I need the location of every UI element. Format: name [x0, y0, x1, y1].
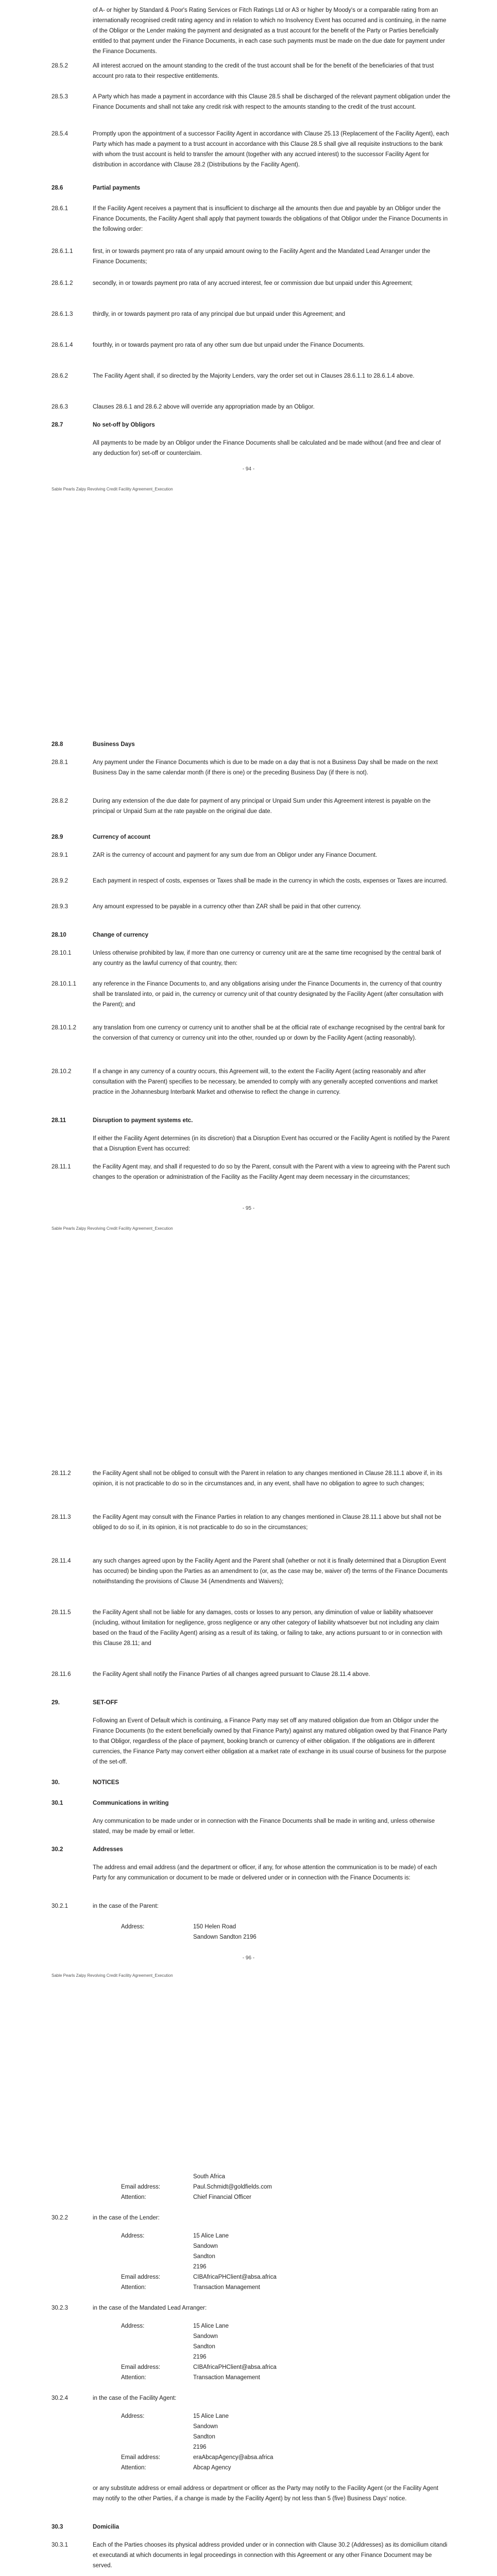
clause-number: 28.10.1: [52, 950, 72, 956]
address-label: Address:: [121, 2323, 145, 2329]
clause-number: 28.6.1.1: [52, 248, 73, 255]
clause-number: 28.9.1: [52, 852, 68, 858]
paragraph-continuation: of A- or higher by Standard & Poor's Rating Services or Fitch Ratings Ltd or A3 or higher by Moody's or a comparable rating from an internationally recognised credit rating agency and in relation to which no Insolvency Event has occurred and is continuing, in the name of the Obligor or the Lender making the payment and designated as a trust account for the benefit of the Party or Parties beneficially entitled to that payment under the Finance Documents, in each case such payments must be made on the due date for payment under the Finance Documents.: [93, 7, 447, 55]
address-value: Sandown: [193, 2243, 218, 2249]
address-label: Address:: [121, 1924, 145, 1930]
clause-text: any reference in the Finance Documents to, and any obligations arising under the Finance Documents in, the currency of that country shall be translated into, or paid in, the currency or currency unit of that country designated by the Facility Agent (after consultation with the Parent); and: [93, 981, 443, 1008]
page-number: - 96 -: [242, 1955, 255, 1961]
clause-text: the Facility Agent may consult with the Finance Parties in relation to any changes mentioned in Clause 28.11.1 above but shall not be obliged to do so if, in its opinion, it is not practicable to do so in the circumstances;: [93, 1514, 441, 1531]
clause-number: 28.6.1: [52, 206, 68, 212]
clause-number: 28.10.1.1: [52, 981, 76, 987]
address-value: 15 Alice Lane: [193, 2233, 229, 2239]
attention-label: Attention:: [121, 2375, 146, 2381]
clause-number: 28.6: [52, 185, 63, 191]
clause-heading: Disruption to payment systems etc.: [93, 1117, 193, 1124]
clause-text: the Facility Agent may, and shall if requested to do so by the Parent, consult with the Parent with a view to agreeing with the Parent such changes to the operation or administration of the Facility as the Facility Agent may deem necessary in the circumstances;: [93, 1164, 450, 1180]
clause-text: Clauses 28.6.1 and 28.6.2 above will override any appropriation made by an Obligor.: [93, 404, 315, 410]
clause-text: the Facility Agent shall not be obliged to consult with the Parent in relation to any changes mentioned in Clause 28.11.1 above if, in its opinion, it is not practicable to do so in the circumstances and, in any event, shall have no obligation to agree to such changes;: [93, 1470, 442, 1487]
clause-number: 28.11.2: [52, 1470, 71, 1477]
clause-number: 30.3: [52, 2524, 63, 2530]
clause-number: 28.9.2: [52, 878, 68, 884]
clause-number: 28.11.4: [52, 1558, 71, 1564]
clause-text: Any amount expressed to be payable in a currency other than ZAR shall be paid in that other currency.: [93, 904, 362, 910]
clause-number: 30.3.1: [52, 2542, 68, 2548]
clause-text: in the case of the Parent:: [93, 1903, 159, 1909]
clause-text: the Facility Agent shall notify the Finance Parties of all changes agreed pursuant to Clause 28.11.4 above.: [93, 1671, 370, 1677]
document-footer: Sable Pearls Zalpy Revolving Credit Facility Agreement_Execution: [52, 1973, 173, 1978]
page-97: [0, 2110, 497, 2576]
clause-number: 28.11.6: [52, 1671, 71, 1677]
clause-number: 28.5.2: [52, 63, 68, 69]
clause-number: 28.9.3: [52, 904, 68, 910]
clause-number: 30.2.4: [52, 2395, 68, 2401]
clause-number: 30.2.1: [52, 1903, 68, 1909]
address-value: 150 Helen Road: [193, 1924, 236, 1930]
clause-text: Any communication to be made under or in connection with the Finance Documents shall be made in writing and, unless otherwise stated, may be made by email or letter.: [93, 1818, 435, 1835]
clause-number: 28.8.2: [52, 798, 68, 804]
clause-heading: Domicilia: [93, 2524, 119, 2530]
clause-heading: Business Days: [93, 741, 135, 748]
address-value: 2196: [193, 2354, 207, 2360]
clause-text: first, in or towards payment pro rata of any unpaid amount owing to the Facility Agent and the Mandated Lead Arranger under the Finance Documents;: [93, 248, 431, 265]
clause-number: 28.10: [52, 932, 66, 938]
clause-number: 28.11.5: [52, 1609, 71, 1616]
email-label: Email address:: [121, 2274, 161, 2280]
address-value: 15 Alice Lane: [193, 2323, 229, 2329]
clause-number: 28.5.4: [52, 131, 68, 137]
clause-text: ZAR is the currency of account and payment for any sum due from an Obligor under any Finance Document.: [93, 852, 378, 858]
address-value: South Africa: [193, 2174, 226, 2180]
clause-text: The Facility Agent shall, if so directed by the Majority Lenders, vary the order set out in Clauses 28.6.1.1 to 28.6.1.4 above.: [93, 373, 415, 379]
clause-heading: Currency of account: [93, 834, 150, 840]
clause-number: 28.6.1.4: [52, 342, 73, 348]
clause-text: in the case of the Mandated Lead Arranger:: [93, 2305, 207, 2311]
clause-number: 30.1: [52, 1800, 63, 1806]
attention-label: Attention:: [121, 2284, 146, 2291]
clause-number: 28.11: [52, 1117, 66, 1124]
email-label: Email address:: [121, 2184, 161, 2190]
address-value: 2196: [193, 2264, 207, 2270]
clause-text: Each of the Parties chooses its physical address provided under or in connection with Clause 30.2 (Addresses) as its domicilium citandi et executandi at which documents in legal proceedings in connection with this Agreement or any other Finance Document may be served.: [93, 2542, 448, 2569]
clause-heading: No set-off by Obligors: [93, 422, 155, 428]
attention-label: Attention:: [121, 2194, 146, 2200]
clause-text: If the Facility Agent receives a payment that is insufficient to discharge all the amounts then due and payable by an Obligor under the Finance Documents, the Facility Agent shall apply that payment towards the obligations of that Obligor under the Finance Documents in the following order:: [93, 206, 448, 232]
clause-number: 30.2.3: [52, 2305, 68, 2311]
clause-text: If a change in any currency of a country occurs, this Agreement will, to the extent the Facility Agent (acting reasonably and after consultation with the Parent) specifies to be necessary, be amended to comply with any generally accepted conventions and market practice in the Johannesburg Interbank Market and otherwise to reflect the change in currency.: [93, 1069, 438, 1095]
clause-text: A Party which has made a payment in accordance with this Clause 28.5 shall be discharged of the relevant payment obligation under the Finance Documents and shall not take any credit risk with respect to the amounts standing to the credit of the trust account.: [93, 94, 451, 110]
clause-number: 28.6.3: [52, 404, 68, 410]
clause-text: any such changes agreed upon by the Facility Agent and the Parent shall (whether or not it is finally determined that a Disruption Event has occurred) be binding upon the Parties as an amendment to (or, as the case may be, waiver of) the terms of the Finance Documents notwithstanding the provisions of Clause 34 (Amendments and Waivers);: [93, 1558, 448, 1585]
clause-number: 28.8.1: [52, 759, 68, 766]
clause-text: thirdly, in or towards payment pro rata of any principal due but unpaid under this Agreement; and: [93, 311, 346, 317]
clause-text: the Facility Agent shall not be liable for any damages, costs or losses to any person, any diminution of value or liability whatsoever (including, without limitation for negligence, gross negligence or any other category of liability whatsoever but not including any claim based on the fraud of the Facility Agent) arising as a result of its taking, or failing to take, any actions pursuant to or in connection with this Clause 28.11; and: [93, 1609, 442, 1647]
clause-text: or any substitute address or email address or department or officer as the Party may notify to the Facility Agent (or the Facility Agent may notify to the other Parties, if a change is made by the Facility Agent) by not less than 5 (five) Business Days' notice.: [93, 2485, 438, 2502]
address-value: Sandown: [193, 2333, 218, 2340]
clause-number: 28.6.1.3: [52, 311, 73, 317]
clause-text: The address and email address (and the department or officer, if any, for whose attention the communication is to be made) of each Party for any communication or document to be made or delivered under or in connection with the Finance Documents is:: [93, 1865, 437, 1881]
address-value: Sandton: [193, 2344, 215, 2350]
clause-text: All payments to be made by an Obligor under the Finance Documents shall be calculated and be made without (and free and clear of any deduction for) set-off or counterclaim.: [93, 440, 441, 456]
clause-heading: Change of currency: [93, 932, 148, 938]
email-value: CIBAfricaPHClient@absa.africa: [193, 2364, 277, 2370]
address-value: 2196: [193, 2444, 207, 2450]
email-label: Email address:: [121, 2454, 161, 2461]
page-number: - 95 -: [242, 1206, 255, 1211]
clause-number: 28.5.3: [52, 94, 68, 100]
page-number: - 94 -: [242, 466, 255, 472]
clause-number: 30.2.2: [52, 2215, 68, 2221]
attention-value: Transaction Management: [193, 2375, 260, 2381]
clause-text: fourthly, in or towards payment pro rata of any other sum due but unpaid under the Finance Documents.: [93, 342, 365, 348]
address-label: Address:: [121, 2413, 145, 2419]
clause-number: 30.2: [52, 1846, 63, 1853]
document-footer: Sable Pearls Zalpy Revolving Credit Facility Agreement_Execution: [52, 1226, 173, 1231]
email-value: CIBAfricaPHClient@absa.africa: [193, 2274, 277, 2280]
clause-number: 28.6.1.2: [52, 280, 73, 286]
clause-heading: Addresses: [93, 1846, 123, 1853]
page-95: [0, 703, 497, 1406]
clause-heading: SET-OFF: [93, 1700, 118, 1706]
clause-text: Any payment under the Finance Documents which is due to be made on a day that is not a Business Day shall be made on the next Business Day in the same calendar month (if there is one) or the preceding Business Day (if there is not).: [93, 759, 438, 776]
email-value: eraAbcapAgency@absa.africa: [193, 2454, 273, 2461]
address-value: 15 Alice Lane: [193, 2413, 229, 2419]
clause-number: 28.7: [52, 422, 63, 428]
clause-text: Promptly upon the appointment of a successor Facility Agent in accordance with Clause 25.13 (Replacement of the Facility Agent), each Party which has made a payment to a trust account in accordance with this Clause 28.5 shall give all requisite instructions to the bank with whom the trust account is held to transfer the amount (together with any accrued interest) to the successor Facility Agent for distribution in accordance with Clause 28.2 (Distributions by the Facility Agent).: [93, 131, 449, 168]
attention-value: Chief Financial Officer: [193, 2194, 251, 2200]
page-94: [0, 0, 497, 703]
clause-number: 30.: [52, 1780, 60, 1786]
clause-text: secondly, in or towards payment pro rata of any accrued interest, fee or commission due but unpaid under this Agreement;: [93, 280, 413, 286]
clause-heading: Communications in writing: [93, 1800, 169, 1806]
clause-number: 29.: [52, 1700, 60, 1706]
email-value: Paul.Schmidt@goldfields.com: [193, 2184, 272, 2190]
clause-number: 28.6.2: [52, 373, 68, 379]
clause-text: Each payment in respect of costs, expenses or Taxes shall be made in the currency in which the costs, expenses or Taxes are incurred.: [93, 878, 448, 884]
address-value: Sandton: [193, 2434, 215, 2440]
clause-text: any translation from one currency or currency unit to another shall be at the official rate of exchange recognised by the central bank for the conversion of that currency or currency unit into the other, rounded up or down by the Facility Agent (acting reasonably).: [93, 1025, 445, 1041]
clause-text: in the case of the Lender:: [93, 2215, 160, 2221]
clause-number: 28.10.2: [52, 1069, 72, 1075]
address-label: Address:: [121, 2233, 145, 2239]
clause-text: Unless otherwise prohibited by law, if more than one currency or currency unit are at the same time recognised by the central bank of any country as the lawful currency of that country, then:: [93, 950, 441, 967]
clause-number: 28.10.1.2: [52, 1025, 76, 1031]
address-value: Sandown Sandton 2196: [193, 1934, 256, 1940]
clause-number: 28.11.3: [52, 1514, 71, 1520]
clause-text: All interest accrued on the amount standing to the credit of the trust account shall be for the benefit of the beneficiaries of that trust account pro rata to their respective entitlements.: [93, 63, 434, 79]
clause-text: If either the Facility Agent determines (in its discretion) that a Disruption Event has occurred or the Facility Agent is notified by the Parent that a Disruption Event has occurred:: [93, 1136, 450, 1152]
clause-heading: Partial payments: [93, 185, 141, 191]
clause-heading: NOTICES: [93, 1780, 119, 1786]
address-value: Sandown: [193, 2424, 218, 2430]
clause-text: During any extension of the due date for payment of any principal or Unpaid Sum under this Agreement interest is payable on the principal or Unpaid Sum at the rate payable on the original due date.: [93, 798, 431, 815]
clause-number: 28.9: [52, 834, 63, 840]
attention-value: Abcap Agency: [193, 2465, 231, 2471]
clause-number: 28.11.1: [52, 1164, 71, 1170]
address-value: Sandton: [193, 2253, 215, 2260]
clause-number: 28.8: [52, 741, 63, 748]
page-96: [0, 1406, 497, 2110]
clause-text: in the case of the Facility Agent:: [93, 2395, 177, 2401]
attention-label: Attention:: [121, 2465, 146, 2471]
email-label: Email address:: [121, 2364, 161, 2370]
attention-value: Transaction Management: [193, 2284, 260, 2291]
document-footer: Sable Pearls Zalpy Revolving Credit Facility Agreement_Execution: [52, 487, 173, 492]
clause-text: Following an Event of Default which is continuing, a Finance Party may set off any matured obligation due from an Obligor under the Finance Documents (to the extent beneficially owned by that Finance Party) against any matured obligation owed by that Finance Party to that Obligor, regardless of the place of payment, booking branch or currency of either obligation. If the obligations are in different currencies, the Finance Party may convert either obligation at a market rate of exchange in its usual course of business for the purpose of the set-off.: [93, 1718, 447, 1765]
